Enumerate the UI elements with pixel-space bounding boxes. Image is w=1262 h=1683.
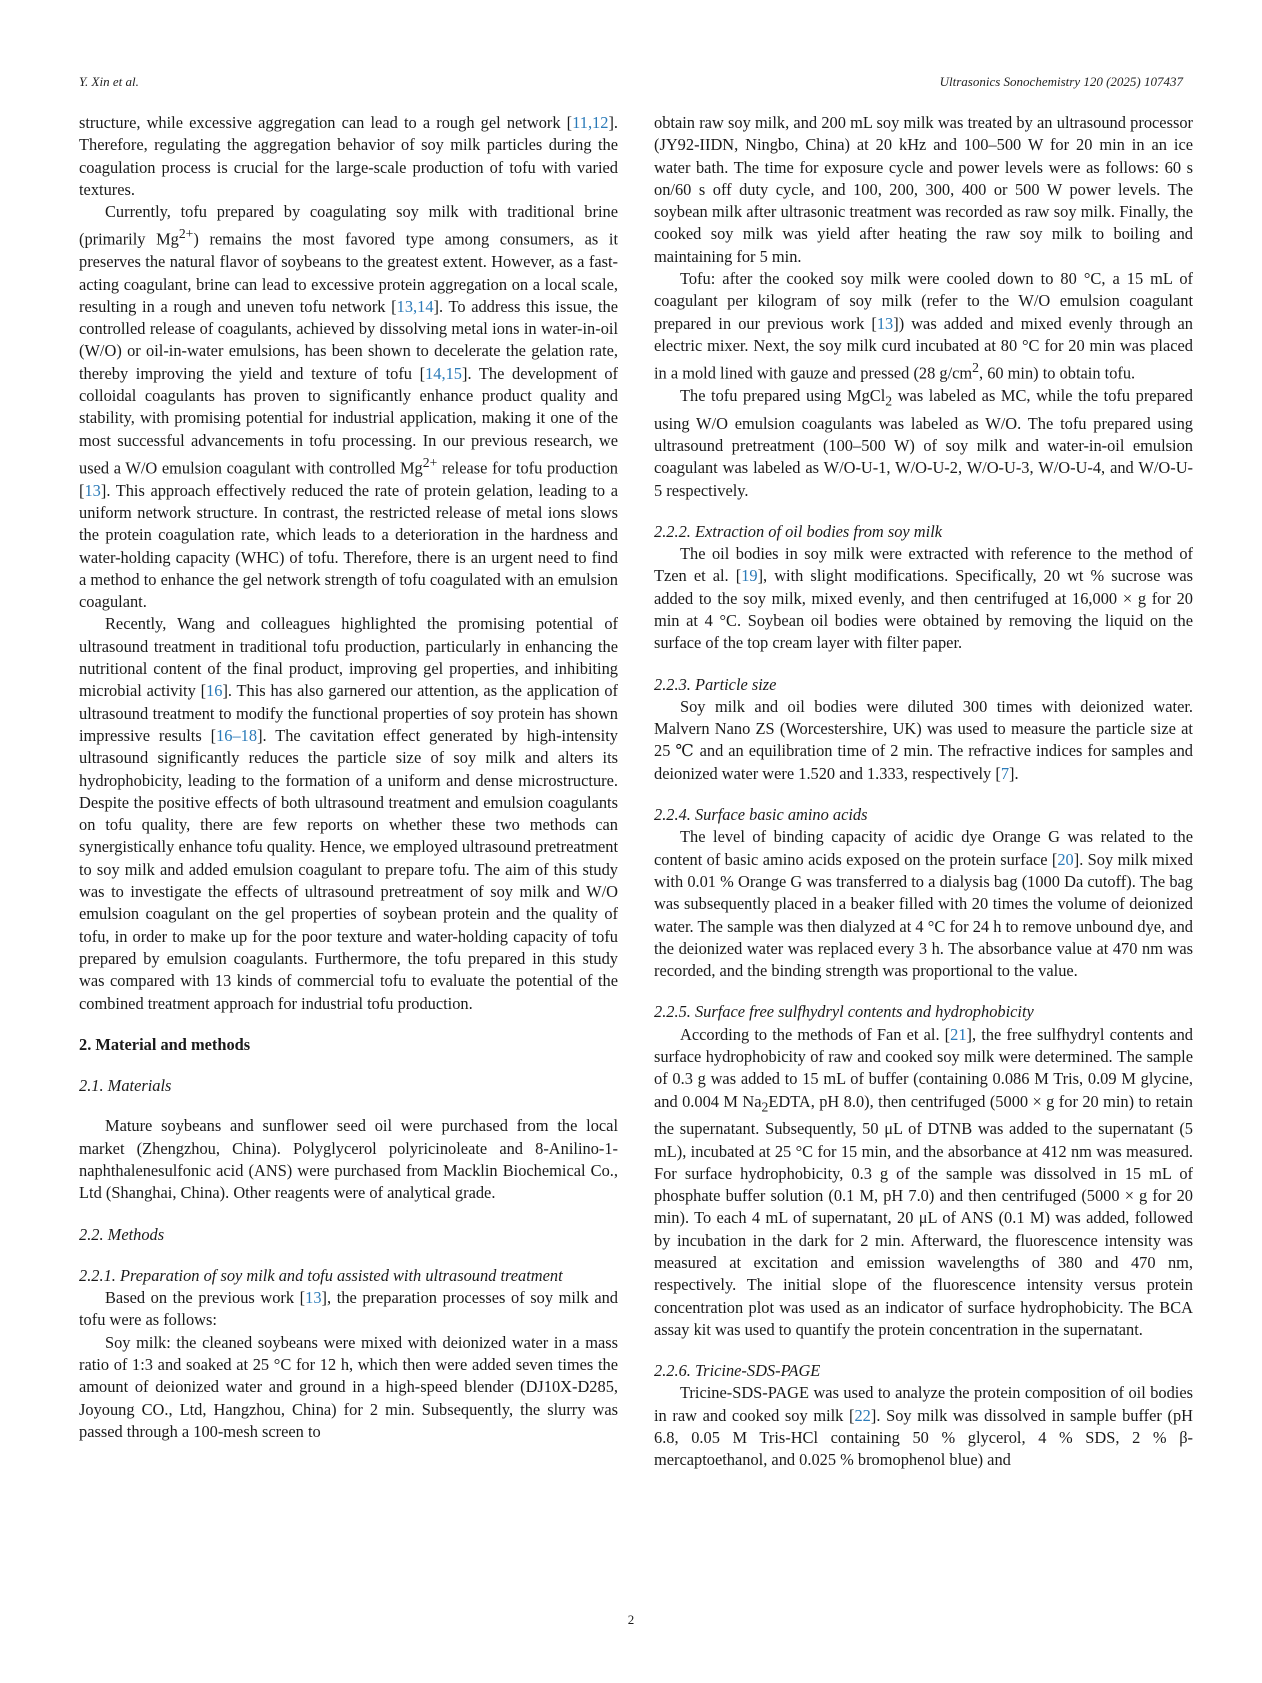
citation-link[interactable]: 13 — [876, 313, 894, 333]
paragraph: structure, while excessive aggregation can lead to a rough gel network [11,12]. Therefore, regulating the aggregation behavior of soy milk particles during the coagulation process is crucial for the large-scale production of tofu with varied textures. — [79, 113, 618, 199]
subsubsection-heading: 2.2.1. Preparation of soy milk and tofu assisted with ultrasound treatment — [79, 1265, 563, 1285]
paragraph: Tofu: after the cooked soy milk were cooled down to 80 °C, a 15 mL of coagulant per kilogram of soy milk (refer to the W/O emulsion coagulant prepared in our previous work [13]) was added and mixed evenly through an electric mixer. Next, the soy milk curd incubated at 80 °C for 20 min was placed in a mold lined with gauze and pressed (28 $g/cm^2$, 60 min) to obtain tofu. — [654, 269, 1193, 383]
subsubsection-heading: 2.2.5. Surface free sulfhydryl contents and hydrophobicity — [654, 1002, 1034, 1022]
subsection-heading: 2.2. Methods — [79, 1224, 165, 1244]
paragraph: Based on the previous work [13], the preparation processes of soy milk and tofu were as follows: — [79, 1288, 618, 1330]
citation-link[interactable]: 20 — [1057, 849, 1074, 869]
paragraph: Soy milk and oil bodies were diluted 300 times with deionized water. Malvern Nano ZS (Worcestershire, UK) was used to measure the particle size at 25 ℃ and an equilibration time of 2 min. The refractive indices for samples and deionized water were 1.520 and 1.333, respectively [7]. — [654, 696, 1193, 783]
subsubsection-heading: 2.2.4. Surface basic amino acids — [654, 805, 868, 825]
subsection-heading: 2.1. Materials — [79, 1076, 172, 1096]
paragraph: Tricine-SDS-PAGE was used to analyze the protein composition of oil bodies in raw and cooked soy milk [22]. Soy milk was dissolved in sample buffer (pH 6.8, 0.05 M Tris-HCl containing 50 % glycerol, 4 % SDS, 2 % β-mercaptoethanol, and 0.025 % bromophenol blue) and — [654, 1383, 1193, 1470]
subsubsection-heading: 2.2.6. Tricine-SDS-PAGE — [654, 1361, 821, 1381]
subsubsection-heading: 2.2.2. Extraction of oil bodies from soy milk — [654, 521, 943, 541]
citation-link[interactable]: 13 — [305, 1288, 322, 1308]
paragraph: obtain raw soy milk, and 200 mL soy milk was treated by an ultrasound processor (JY92-IIDN, Ningbo, China) at 20 kHz and 100–500 W for 20 min in an ice water bath. The time for exposure cycle and power levels were as follows: 60 s on/60 s off duty cycle, and 100, 200, 300, 400 or 500 W power levels. The soybean milk after ultrasonic treatment was recorded as raw soy milk. Finally, the cooked soy milk was yield after heating the raw soy milk to boiling and maintaining for 5 min. — [654, 113, 1193, 266]
citation-link[interactable]: 11,12 — [572, 113, 609, 132]
running-header-left: Y. Xin et al. — [79, 74, 139, 89]
citation-link[interactable]: 13 — [84, 480, 101, 500]
section-heading: 2. Material and methods — [79, 1034, 251, 1054]
paragraph: Mature soybeans and sunflower seed oil were purchased from the local market (Zhengzhou, China). Polyglycerol polyricinoleate and 8-Anilino-1-naphthalenesulfonic acid (ANS) were purchased from Macklin Biochemical Co., Ltd (Shanghai, China). Other reagents were of analytical grade. — [79, 1116, 618, 1203]
citation-link[interactable]: 21 — [950, 1024, 967, 1044]
citation-link[interactable]: 19 — [741, 566, 758, 586]
paragraph: The tofu prepared using MgCl$_2$ was labeled as MC, while the tofu prepared using W/O emulsion coagulants was labeled as W/O. The tofu prepared using ultrasound pretreatment (100–500 W) of soy milk and water-in-oil emulsion coagulant was labeled as W/O-U-1, W/O-U-2, W/O-U-3, W/O-U-4, and W/O-U-5 respectively. — [654, 386, 1193, 500]
left-column — [79, 112, 618, 1443]
citation-link[interactable]: 16 — [206, 681, 223, 701]
citation-link[interactable]: 16–18 — [216, 725, 258, 745]
paragraph: According to the methods of Fan et al. [21], the free sulfhydryl contents and surface hydrophobicity of raw and cooked soy milk were determined. The sample of 0.3 g was added to 15 mL of buffer (containing 0.086 M Tris, 0.09 M glycine, and 0.004 M $Na_2EDTA$, pH 8.0), then centrifuged (5000 × g for 20 min) to retain the supernatant. Subsequently, 50 μL of DTNB was added to the supernatant (5 mL), incubated at 25 °C for 15 min, and the absorbance at 412 nm was measured. For surface hydrophobicity, 0.3 g of the sample was dissolved in 15 mL of phosphate buffer solution (0.1 M, pH 7.0) and then centrifuged (5000 × g for 20 min). To each 4 mL of supernatant, 20 μL of ANS (0.1 M) was added, followed by incubation in the dark for 2 min. Afterward, the fluorescence intensity was measured at excitation and emission wavelengths of 380 and 470 nm, respectively. The initial slope of the fluorescence intensity versus protein concentration plot was used as an indicator of surface hydrophobicity. The BCA assay kit was used to quantify the protein concentration in the supernatant. — [654, 1024, 1194, 1339]
subsubsection-heading: 2.2.3. Particle size — [654, 674, 777, 694]
paragraph: Soy milk: the cleaned soybeans were mixed with deionized water in a mass ratio of 1:3 and soaked at 25 °C for 12 h, which then were added seven times the amount of deionized water and ground in a high-speed blender (DJ10X-D285, Joyoung CO., Ltd, Hangzhou, China) for 2 min. Subsequently, the slurry was passed through a 100-mesh screen to — [79, 1332, 618, 1441]
citation-link[interactable]: 14,15 — [425, 363, 462, 383]
right-column — [654, 112, 1193, 1472]
citation-link[interactable]: 13,14 — [396, 296, 434, 316]
paragraph: The oil bodies in soy milk were extracted with reference to the method of Tzen et al. [19], with slight modifications. Specifically, 20 wt % sucrose was added to the soy milk, mixed evenly, and then centrifuged at 16,000 × g for 20 min at 4 °C. Soybean oil bodies were obtained by removing the liquid on the surface of the top cream layer with filter paper. — [654, 544, 1193, 653]
running-header-right: Ultrasonics Sonochemistry 120 (2025) 107437 — [939, 74, 1183, 89]
paragraph: The level of binding capacity of acidic dye Orange G was related to the content of basic amino acids exposed on the protein surface [20]. Soy milk mixed with 0.01 % Orange G was transferred to a dialysis bag (1000 Da cutoff). The bag was subsequently placed in a beaker filled with 20 times the volume of deionized water. The sample was then dialyzed at 4 °C for 24 h to remove unbound dye, and the deionized water was replaced every 3 h. The absorbance value at 470 nm was recorded, and the binding strength was proportional to the value. — [654, 827, 1193, 981]
page-number: 2 — [627, 1612, 635, 1627]
paragraph: Recently, Wang and colleagues highlighted the promising potential of ultrasound treatment in traditional tofu production, particularly in enhancing the nutritional content of the final product, improving gel properties, and inhibiting microbial activity [16]. This has also garnered our attention, as the application of ultrasound treatment to modify the functional properties of soy protein has shown impressive results [16–18]. The cavitation effect generated by high-intensity ultrasound significantly reduces the particle size of soy milk and alters its hydrophobicity, leading to the formation of a uniform and dense microstructure. Despite the positive effects of both ultrasound treatment and emulsion coagulants on tofu quality, there are few reports on whether these two methods can synergistically enhance tofu quality. Hence, we employed ultrasound pretreatment to soy milk and added emulsion coagulant to prepare tofu. The aim of this study was to investigate the effects of ultrasound pretreatment of soy milk and W/O emulsion coagulant on the gel properties of soybean protein and the quality of tofu, in order to make up for the poor texture and water-holding capacity of tofu prepared by emulsion coagulants. Furthermore, the tofu prepared in this study was compared with 13 kinds of commercial tofu to evaluate the potential of the combined treatment approach for industrial tofu production. — [79, 614, 619, 1013]
citation-link[interactable]: 7 — [1000, 763, 1010, 783]
citation-link[interactable]: 22 — [854, 1405, 871, 1425]
paragraph: Currently, tofu prepared by coagulating soy milk with traditional brine (primarily $Mg^{2+}$) remains the most favored type among consumers, as it preserves the natural flavor of soybeans to the greatest extent. However, as a fast-acting coagulant, brine can lead to excessive protein aggregation on a local scale, resulting in a rough and uneven tofu network [13,14]. To address this issue, the controlled release of coagulants, achieved by dissolving metal ions in water-in-oil (W/O) or oil-in-water emulsions, has been shown to decelerate the gelation rate, thereby improving the yield and texture of tofu [14,15]. The development of colloidal coagulants has proven to significantly enhance product quality and stability, with promising potential for industrial application, making it one of the most successful advancements in tofu processing. In our previous research, we used a W/O emulsion coagulant with controlled $Mg^{2+}$ release for tofu production [13]. This approach effectively reduced the rate of protein gelation, leading to a uniform network structure. In contrast, the restricted release of metal ions slows the protein coagulation rate, which leads to a deterioration in the hardness and water-holding capacity (WHC) of tofu. Therefore, there is an urgent need to find a method to enhance the gel network strength of tofu coagulated with an emulsion coagulant. — [79, 202, 618, 612]
